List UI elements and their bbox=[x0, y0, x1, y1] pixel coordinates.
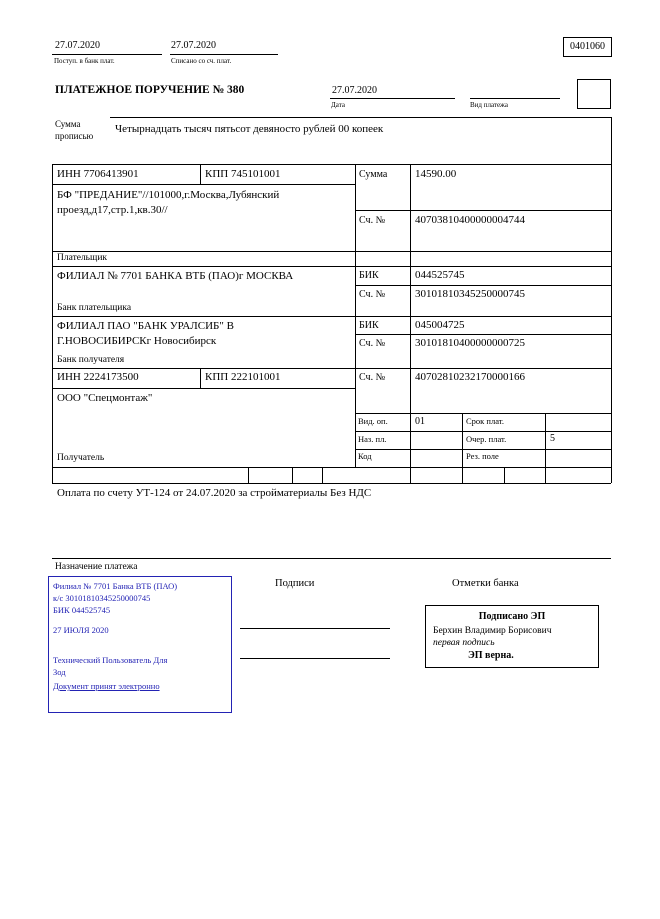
payer-bank-section-label: Банк плательщика bbox=[57, 303, 132, 313]
e-signature-title: Подписано ЭП bbox=[478, 611, 546, 622]
stamp-user-line1: Технический Пользователь Для bbox=[53, 655, 168, 665]
e-signature-status: ЭП верна. bbox=[468, 650, 514, 661]
received-in-bank-date: 27.07.2020 bbox=[55, 40, 100, 51]
grid-line bbox=[470, 98, 560, 99]
stamp-accepted-note: Документ принят электронно bbox=[53, 681, 160, 691]
payee-account-value: 40702810232170000166 bbox=[415, 371, 525, 383]
payer-name-line2: проезд,д17,стр.1,кв.30// bbox=[57, 204, 168, 216]
grid-line bbox=[462, 413, 463, 483]
purpose-code-label: Наз. пл. bbox=[358, 434, 387, 444]
payer-bank-account-value: 30101810345250000745 bbox=[415, 288, 525, 300]
payment-type-box bbox=[577, 79, 611, 109]
payee-section-label: Получатель bbox=[57, 453, 105, 463]
signature-line bbox=[240, 658, 390, 659]
amount-value: 14590.00 bbox=[415, 168, 457, 180]
payee-bank-name-line1: ФИЛИАЛ ПАО "БАНК УРАЛСИБ" В bbox=[57, 320, 234, 332]
grid-line bbox=[355, 413, 611, 414]
pay-term-label: Срок плат. bbox=[466, 416, 504, 426]
document-date: 27.07.2020 bbox=[332, 85, 377, 96]
grid-line bbox=[410, 164, 411, 483]
payer-inn: ИНН 7706413901 bbox=[57, 168, 139, 180]
grid-line bbox=[52, 388, 355, 389]
grid-line bbox=[200, 164, 201, 184]
grid-line bbox=[52, 368, 611, 369]
form-code-box bbox=[563, 37, 612, 57]
payment-purpose-label: Назначение платежа bbox=[55, 562, 138, 572]
grid-line bbox=[330, 98, 455, 99]
payment-purpose-text: Оплата по счету УТ-124 от 24.07.2020 за стройматериалы Без НДС bbox=[57, 487, 372, 499]
form-code: 0401060 bbox=[570, 41, 605, 52]
e-signature-signer: Берхин Владимир Борисович bbox=[433, 626, 552, 636]
payee-bank-bik-label: БИК bbox=[359, 320, 379, 331]
stamp-bik: БИК 044525745 bbox=[53, 605, 111, 615]
grid-line bbox=[52, 164, 611, 165]
code-label: Код bbox=[358, 451, 372, 461]
payer-name-line1: БФ "ПРЕДАНИЕ"//101000,г.Москва,Лубянский bbox=[57, 189, 280, 201]
payee-bank-name-line2: Г.НОВОСИБИРСКг Новосибирск bbox=[57, 335, 217, 347]
e-signature-kind: первая подпись bbox=[433, 638, 495, 648]
grid-line bbox=[110, 117, 611, 118]
payer-account-value: 40703810400000004744 bbox=[415, 214, 525, 226]
date-label: Дата bbox=[331, 101, 345, 109]
grid-line bbox=[52, 316, 611, 317]
grid-line bbox=[355, 210, 611, 211]
grid-line bbox=[52, 54, 162, 55]
payer-bank-name: ФИЛИАЛ № 7701 БАНКА ВТБ (ПАО)г МОСКВА bbox=[57, 270, 294, 282]
grid-line bbox=[52, 558, 611, 559]
payee-bank-section-label: Банк получателя bbox=[57, 355, 125, 365]
payer-section-label: Плательщик bbox=[57, 253, 108, 263]
grid-line bbox=[355, 164, 356, 467]
payer-account-label: Сч. № bbox=[359, 215, 386, 226]
grid-line bbox=[611, 117, 612, 483]
debited-from-account-label: Списано со сч. плат. bbox=[171, 57, 232, 65]
amount-words-label-line1: Сумма bbox=[55, 119, 81, 129]
payer-bank-bik-label: БИК bbox=[359, 270, 379, 281]
priority-label: Очер. плат. bbox=[466, 434, 507, 444]
grid-line bbox=[545, 413, 546, 483]
payer-kpp: КПП 745101001 bbox=[205, 168, 281, 180]
grid-line bbox=[355, 431, 611, 432]
grid-line bbox=[52, 251, 611, 252]
amount-label: Сумма bbox=[359, 169, 388, 180]
grid-line bbox=[355, 334, 611, 335]
payee-name: ООО "Спецмонтаж" bbox=[57, 392, 153, 404]
grid-line bbox=[322, 467, 323, 483]
amount-in-words-value: Четырнадцать тысяч пятьсот девяносто рублей 00 копеек bbox=[115, 123, 384, 135]
stamp-date: 27 ИЮЛЯ 2020 bbox=[53, 625, 109, 635]
grid-line bbox=[52, 266, 611, 267]
document-title: ПЛАТЕЖНОЕ ПОРУЧЕНИЕ № 380 bbox=[55, 84, 245, 96]
amount-words-label-line2: прописью bbox=[55, 131, 94, 141]
payee-bank-account-value: 30101810400000000725 bbox=[415, 337, 525, 349]
bank-marks-label: Отметки банка bbox=[452, 578, 519, 589]
priority-value: 5 bbox=[550, 433, 555, 444]
stamp-user-line2: Зод bbox=[53, 667, 66, 677]
payee-account-label: Сч. № bbox=[359, 372, 386, 383]
op-kind-value: 01 bbox=[415, 416, 425, 427]
grid-line bbox=[52, 483, 611, 484]
grid-line bbox=[248, 467, 249, 483]
payment-type-label: Вид платежа bbox=[470, 101, 509, 109]
payee-bank-account-label: Сч. № bbox=[359, 338, 386, 349]
stamp-corr-account: к/с 30101810345250000745 bbox=[53, 593, 151, 603]
grid-line bbox=[504, 467, 505, 483]
payee-inn: ИНН 2224173500 bbox=[57, 371, 139, 383]
grid-line bbox=[200, 368, 201, 388]
signatures-label: Подписи bbox=[275, 578, 315, 589]
debited-from-account-date: 27.07.2020 bbox=[171, 40, 216, 51]
payee-bank-bik-value: 045004725 bbox=[415, 319, 465, 331]
grid-line bbox=[355, 285, 611, 286]
payee-kpp: КПП 222101001 bbox=[205, 371, 281, 383]
grid-line bbox=[52, 164, 53, 483]
received-in-bank-label: Поступ. в банк плат. bbox=[54, 57, 115, 65]
grid-line bbox=[292, 467, 293, 483]
payer-bank-bik-value: 044525745 bbox=[415, 269, 465, 281]
grid-line bbox=[355, 449, 611, 450]
grid-line bbox=[52, 467, 611, 468]
payer-bank-account-label: Сч. № bbox=[359, 289, 386, 300]
grid-line bbox=[170, 54, 278, 55]
signature-line bbox=[240, 628, 390, 629]
stamp-bank-name: Филиал № 7701 Банка ВТБ (ПАО) bbox=[53, 581, 178, 591]
grid-line bbox=[52, 184, 355, 185]
reserve-field-label: Рез. поле bbox=[466, 451, 499, 461]
op-kind-label: Вид. оп. bbox=[358, 416, 388, 426]
